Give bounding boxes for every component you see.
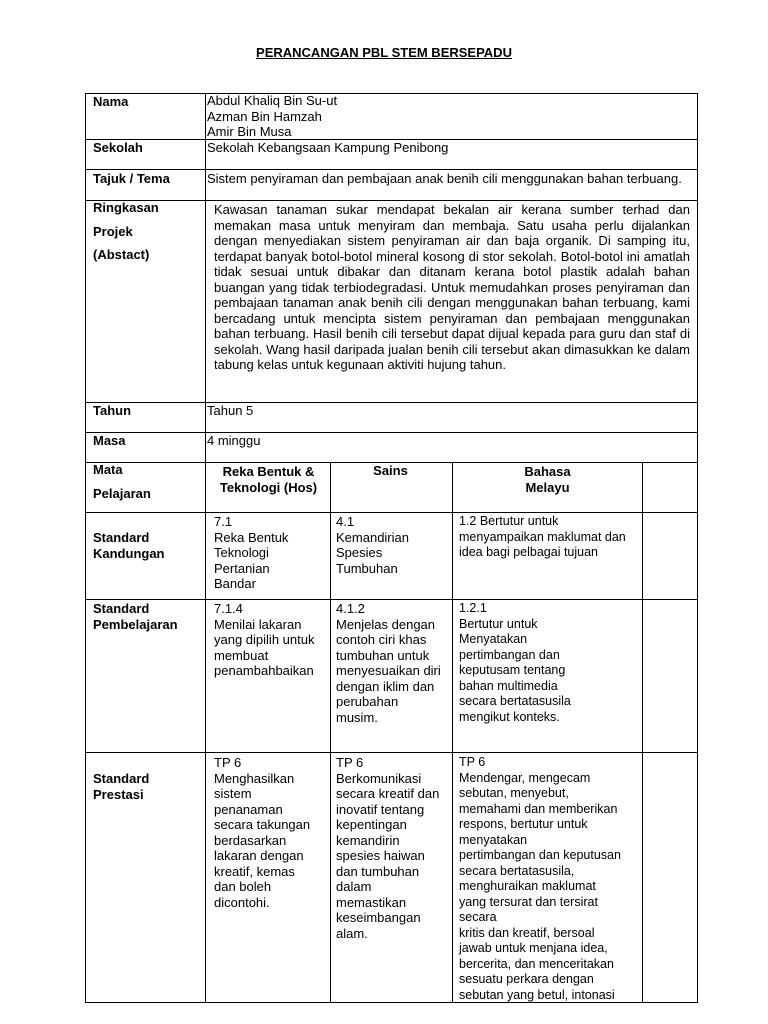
standard-cell: 4.1.2 Menjelas dengan contoh ciri khas tumbuhan untuk menyesuaikan diri dengan iklim dan perubahan musim. [336, 601, 441, 725]
col-divider [330, 462, 331, 1003]
row-divider [85, 752, 698, 753]
standard-cell: 7.1 Reka Bentuk Teknologi Pertanian Bandar [214, 514, 289, 591]
tahun-label: Tahun [93, 403, 132, 418]
col-divider [642, 462, 643, 1003]
row-divider [85, 402, 698, 403]
page-title: PERANCANGAN PBL STEM BERSEPADU [256, 45, 512, 60]
subject-header: Reka Bentuk & Teknologi (Hos) [219, 464, 318, 495]
tajuk-label: Tajuk / Tema [93, 171, 170, 186]
sekolah-label: Sekolah [93, 140, 143, 155]
row-divider [85, 200, 698, 201]
standard-kandungan-label: Standard Kandungan [93, 530, 165, 561]
tahun-value: Tahun 5 [207, 403, 254, 418]
mata-pelajaran-label: Mata Pelajaran [93, 462, 151, 501]
ringkasan-label: Ringkasan Projek (Abstact) [93, 200, 159, 263]
standard-cell: TP 6 Berkomunikasi secara kreatif dan inovatif tentang kepentingan kemandirin spesies haiwan dan tumbuhan dalam memastikan keseimbangan alam. [336, 755, 440, 941]
sekolah-value: Sekolah Kebangsaan Kampung Penibong [207, 140, 449, 155]
row-divider [85, 432, 698, 433]
ringkasan-value: Kawasan tanaman sukar mendapat bekalan air kerana sumber terhad dan memakan masa untuk menyiram dan membaja. Satu usaha perlu dijalankan dengan menyediakan sistem penyiraman air dan baja organik. Di samping itu, terdapat banyak botol-botol mineral kosong di stor sekolah. Botol-botol ini amatlah tidak sesuai untuk dibakar dan ditanam kerana botol plastik adalah bahan buangan yang tidak terbiodegradasi. Untuk memudahkan proses penyiraman dan pembajaan tanaman anak benih cili dengan menggunakan bahan terbuang, kami bercadang untuk mencipta sistem penyiraman dan pembajaan menggunakan bahan terbuang. Hasil benih cili tersebut dapat dijual kepada para guru dan staf di sekolah. Wang hasil daripada jualan benih cili tersebut akan dimasukkan ke dalam tabung kelas untuk kegunaan aktiviti hujung tahun. [214, 202, 690, 372]
subject-header: Sains [373, 463, 408, 478]
standard-cell: 1.2 Bertutur untuk menyampaikan maklumat dan idea bagi pelbagai tujuan [459, 514, 626, 559]
standard-pembelajaran-label: Standard Pembelajaran [93, 601, 178, 632]
standard-cell: 1.2.1 Bertutur untuk Menyatakan pertimbangan dan keputusam tentang bahan multimedia secara bertatasusila mengikut konteks. [459, 601, 571, 724]
nama-label: Nama [93, 94, 129, 109]
standard-cell: TP 6 Mendengar, mengecam sebutan, menyebut, memahami dan memberikan respons, bertutur untuk menyatakan pertimbangan dan keputusan secara bertatasusila, menghuraikan maklumat yang tersurat dan tersirat secara kritis dan kreatif, bersoal jawab untuk menjana idea, bercerita, dan menceritakan sesuatu perkara dengan sebutan yang betul, intonasi [459, 755, 621, 1002]
row-divider [85, 512, 698, 513]
standard-cell: TP 6 Menghasilkan sistem penanaman secara takungan berdasarkan lakaran dengan kreatif, kemas dan boleh dicontohi. [214, 755, 311, 910]
masa-value: 4 minggu [207, 433, 261, 448]
masa-label: Masa [93, 433, 126, 448]
row-divider [85, 169, 698, 170]
nama-value: Abdul Khaliq Bin Su-ut Azman Bin Hamzah Amir Bin Musa [207, 93, 338, 139]
row-divider [85, 599, 698, 600]
standard-prestasi-label: Standard Prestasi [93, 771, 150, 802]
col-divider [452, 462, 453, 1003]
tajuk-value: Sistem penyiraman dan pembajaan anak benih cili menggunakan bahan terbuang. [207, 171, 682, 186]
standard-cell: 7.1.4 Menilai lakaran yang dipilih untuk membuat penambahbaikan [214, 601, 315, 678]
col-divider [205, 93, 206, 1003]
standard-cell: 4.1 Kemandirian Spesies Tumbuhan [336, 514, 409, 576]
subject-header: Bahasa Melayu [524, 464, 571, 495]
